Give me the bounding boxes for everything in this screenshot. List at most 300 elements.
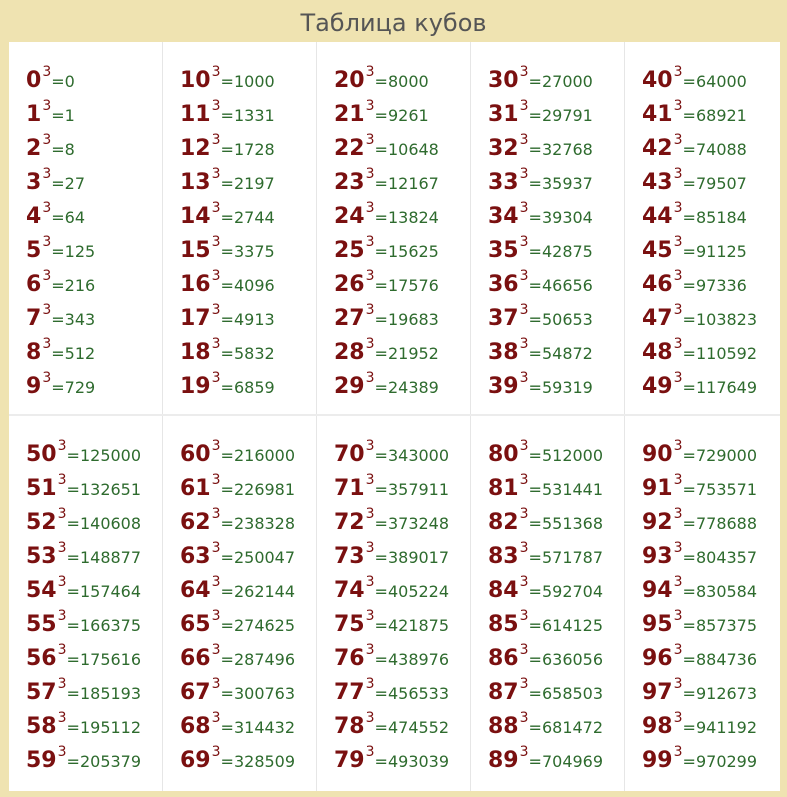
cube-entry: [26, 166, 162, 200]
cube-entry: [642, 98, 780, 132]
base-number: 33: [488, 170, 519, 195]
cube-exponent: 3: [673, 302, 683, 318]
cube-exponent: 3: [365, 302, 375, 318]
cube-exponent: 3: [57, 710, 67, 726]
cube-exponent: 3: [211, 676, 221, 692]
cube-entry: [488, 64, 624, 98]
cube-entry: [334, 608, 470, 642]
cube-result: =125000: [66, 446, 142, 465]
base-number: 48: [642, 340, 673, 365]
base-number: 92: [642, 510, 673, 535]
cube-entry: [26, 676, 162, 710]
cube-entry: [334, 710, 470, 744]
base-number: 19: [180, 374, 211, 399]
cube-entry: [180, 370, 316, 404]
cube-entry: [642, 64, 780, 98]
cube-exponent: 3: [365, 132, 375, 148]
table-column: [625, 42, 780, 414]
cube-result: =74088: [682, 140, 747, 159]
base-number: 52: [26, 510, 57, 535]
cube-result: =592704: [528, 582, 604, 601]
cube-exponent: 3: [519, 336, 529, 352]
cube-entry: [334, 200, 470, 234]
cube-result: =59319: [528, 378, 593, 397]
cube-result: =24389: [374, 378, 439, 397]
cube-entry: [642, 472, 780, 506]
cube-entry: [334, 132, 470, 166]
table-column: [471, 42, 625, 414]
cube-result: =8000: [374, 72, 429, 91]
cube-entry: [488, 336, 624, 370]
cube-exponent: 3: [211, 506, 221, 522]
base-number: 70: [334, 442, 365, 467]
base-number: 76: [334, 646, 365, 671]
cube-exponent: 3: [211, 438, 221, 454]
cube-exponent: 3: [42, 200, 52, 216]
cube-result: =50653: [528, 310, 593, 329]
cube-exponent: 3: [211, 132, 221, 148]
table-column: [163, 42, 317, 414]
cube-result: =15625: [374, 242, 439, 261]
cube-entry: [26, 336, 162, 370]
cube-result: =1728: [220, 140, 275, 159]
cube-entry: [642, 574, 780, 608]
cube-entry: [488, 642, 624, 676]
cube-result: =140608: [66, 514, 142, 533]
cube-result: =13824: [374, 208, 439, 227]
cube-exponent: 3: [519, 642, 529, 658]
base-number: 55: [26, 612, 57, 637]
base-number: 32: [488, 136, 519, 161]
cube-entry: [26, 268, 162, 302]
cube-result: =571787: [528, 548, 604, 567]
cube-exponent: 3: [519, 506, 529, 522]
base-number: 73: [334, 544, 365, 569]
base-number: 29: [334, 374, 365, 399]
cube-entry: [488, 302, 624, 336]
cube-exponent: 3: [673, 166, 683, 182]
base-number: 34: [488, 204, 519, 229]
cube-exponent: 3: [519, 268, 529, 284]
base-number: 75: [334, 612, 365, 637]
cube-entry: [334, 166, 470, 200]
cube-result: =778688: [682, 514, 758, 533]
cube-exponent: 3: [673, 234, 683, 250]
cube-exponent: 3: [57, 438, 67, 454]
cube-exponent: 3: [519, 676, 529, 692]
cube-entry: [642, 506, 780, 540]
cube-entry: [180, 268, 316, 302]
base-number: 59: [26, 748, 57, 773]
cube-result: =474552: [374, 718, 450, 737]
cube-exponent: 3: [519, 302, 529, 318]
cube-exponent: 3: [57, 642, 67, 658]
cube-exponent: 3: [365, 166, 375, 182]
cube-exponent: 3: [673, 472, 683, 488]
cube-exponent: 3: [57, 540, 67, 556]
cube-result: =103823: [682, 310, 758, 329]
cube-exponent: 3: [211, 642, 221, 658]
cube-entry: [642, 302, 780, 336]
cube-result: =6859: [220, 378, 275, 397]
base-number: 26: [334, 272, 365, 297]
cube-exponent: 3: [211, 574, 221, 590]
cube-entry: [488, 676, 624, 710]
base-number: 38: [488, 340, 519, 365]
base-number: 86: [488, 646, 519, 671]
base-number: 31: [488, 102, 519, 127]
cube-entry: [26, 506, 162, 540]
cube-entry: [334, 744, 470, 778]
cube-exponent: 3: [42, 268, 52, 284]
base-number: 3: [26, 170, 42, 195]
cube-exponent: 3: [42, 166, 52, 182]
cube-exponent: 3: [57, 472, 67, 488]
base-number: 45: [642, 238, 673, 263]
cube-result: =4913: [220, 310, 275, 329]
cube-entry: [26, 710, 162, 744]
cube-exponent: 3: [519, 64, 529, 80]
cube-entry: [334, 574, 470, 608]
cube-exponent: 3: [673, 438, 683, 454]
cube-result: =314432: [220, 718, 296, 737]
cube-result: =274625: [220, 616, 296, 635]
cube-entry: [334, 642, 470, 676]
cube-entry: [334, 676, 470, 710]
base-number: 16: [180, 272, 211, 297]
cube-result: =91125: [682, 242, 747, 261]
table-block-50-99: [9, 416, 780, 791]
cube-exponent: 3: [211, 744, 221, 760]
base-number: 85: [488, 612, 519, 637]
cube-exponent: 3: [673, 370, 683, 386]
cube-exponent: 3: [365, 506, 375, 522]
cube-entry: [180, 98, 316, 132]
cube-result: =357911: [374, 480, 450, 499]
cube-exponent: 3: [42, 64, 52, 80]
cube-entry: [642, 268, 780, 302]
cube-entry: [488, 98, 624, 132]
cube-result: =1000: [220, 72, 275, 91]
cube-result: =287496: [220, 650, 296, 669]
base-number: 56: [26, 646, 57, 671]
cube-entry: [180, 676, 316, 710]
cube-entry: [180, 642, 316, 676]
base-number: 44: [642, 204, 673, 229]
cube-exponent: 3: [673, 132, 683, 148]
cube-entry: [26, 574, 162, 608]
cube-result: =157464: [66, 582, 142, 601]
cube-exponent: 3: [673, 540, 683, 556]
cube-result: =17576: [374, 276, 439, 295]
base-number: 95: [642, 612, 673, 637]
cube-entry: [180, 64, 316, 98]
base-number: 8: [26, 340, 42, 365]
cube-result: =0: [51, 72, 75, 91]
cube-result: =704969: [528, 752, 604, 771]
cube-result: =185193: [66, 684, 142, 703]
cube-entry: [642, 608, 780, 642]
cube-exponent: 3: [365, 540, 375, 556]
cube-exponent: 3: [211, 608, 221, 624]
base-number: 79: [334, 748, 365, 773]
table-column: [317, 416, 471, 791]
cube-result: =166375: [66, 616, 142, 635]
table-column: [317, 42, 471, 414]
cube-result: =2197: [220, 174, 275, 193]
cube-entry: [642, 200, 780, 234]
base-number: 41: [642, 102, 673, 127]
cube-exponent: 3: [57, 506, 67, 522]
base-number: 61: [180, 476, 211, 501]
cube-exponent: 3: [42, 336, 52, 352]
cube-result: =2744: [220, 208, 275, 227]
cube-exponent: 3: [673, 642, 683, 658]
cube-result: =884736: [682, 650, 758, 669]
cube-result: =54872: [528, 344, 593, 363]
cube-exponent: 3: [211, 200, 221, 216]
base-number: 74: [334, 578, 365, 603]
cube-entry: [488, 540, 624, 574]
base-number: 24: [334, 204, 365, 229]
cube-exponent: 3: [365, 574, 375, 590]
cube-entry: [180, 574, 316, 608]
cube-exponent: 3: [519, 132, 529, 148]
base-number: 63: [180, 544, 211, 569]
base-number: 69: [180, 748, 211, 773]
cube-exponent: 3: [42, 234, 52, 250]
cube-entry: [180, 744, 316, 778]
cube-entry: [180, 608, 316, 642]
base-number: 36: [488, 272, 519, 297]
cube-result: =681472: [528, 718, 604, 737]
base-number: 9: [26, 374, 42, 399]
cube-exponent: 3: [365, 336, 375, 352]
cube-entry: [26, 540, 162, 574]
cube-result: =343: [51, 310, 96, 329]
cube-result: =729000: [682, 446, 758, 465]
cube-result: =941192: [682, 718, 758, 737]
table-column: [9, 416, 163, 791]
cube-result: =97336: [682, 276, 747, 295]
cube-exponent: 3: [519, 574, 529, 590]
cube-entry: [26, 234, 162, 268]
cube-result: =125: [51, 242, 96, 261]
cube-result: =373248: [374, 514, 450, 533]
cube-exponent: 3: [519, 166, 529, 182]
base-number: 37: [488, 306, 519, 331]
cube-result: =512: [51, 344, 96, 363]
base-number: 84: [488, 578, 519, 603]
cube-exponent: 3: [519, 744, 529, 760]
cube-entry: [642, 166, 780, 200]
cube-result: =21952: [374, 344, 439, 363]
cube-exponent: 3: [519, 608, 529, 624]
cube-result: =12167: [374, 174, 439, 193]
cube-result: =328509: [220, 752, 296, 771]
cube-entry: [642, 336, 780, 370]
cube-result: =4096: [220, 276, 275, 295]
cube-entry: [488, 268, 624, 302]
cube-result: =64000: [682, 72, 747, 91]
cube-exponent: 3: [365, 98, 375, 114]
cube-entry: [334, 268, 470, 302]
cube-exponent: 3: [673, 574, 683, 590]
cube-result: =117649: [682, 378, 758, 397]
cube-entry: [488, 710, 624, 744]
cube-entry: [488, 472, 624, 506]
base-number: 72: [334, 510, 365, 535]
cube-result: =912673: [682, 684, 758, 703]
cube-result: =857375: [682, 616, 758, 635]
cube-result: =27: [51, 174, 85, 193]
cube-exponent: 3: [365, 472, 375, 488]
base-number: 82: [488, 510, 519, 535]
base-number: 68: [180, 714, 211, 739]
cube-entry: [180, 540, 316, 574]
cube-exponent: 3: [365, 744, 375, 760]
cube-exponent: 3: [519, 710, 529, 726]
cube-entry: [488, 166, 624, 200]
base-number: 25: [334, 238, 365, 263]
cube-exponent: 3: [211, 166, 221, 182]
cube-exponent: 3: [211, 710, 221, 726]
cube-entry: [26, 642, 162, 676]
cube-exponent: 3: [211, 64, 221, 80]
cube-result: =195112: [66, 718, 142, 737]
cube-exponent: 3: [365, 234, 375, 250]
cube-entry: [334, 64, 470, 98]
base-number: 14: [180, 204, 211, 229]
cube-exponent: 3: [42, 98, 52, 114]
cube-entry: [488, 506, 624, 540]
cube-exponent: 3: [42, 132, 52, 148]
cube-entry: [488, 574, 624, 608]
cube-result: =68921: [682, 106, 747, 125]
cube-entry: [334, 472, 470, 506]
cube-exponent: 3: [519, 540, 529, 556]
cube-result: =9261: [374, 106, 429, 125]
base-number: 15: [180, 238, 211, 263]
cube-entry: [180, 710, 316, 744]
cubes-table: [9, 42, 780, 791]
cube-entry: [642, 744, 780, 778]
cube-entry: [180, 166, 316, 200]
cube-entry: [334, 98, 470, 132]
cube-exponent: 3: [519, 438, 529, 454]
base-number: 67: [180, 680, 211, 705]
cube-result: =300763: [220, 684, 296, 703]
cube-result: =64: [51, 208, 85, 227]
cube-result: =35937: [528, 174, 593, 193]
base-number: 90: [642, 442, 673, 467]
base-number: 5: [26, 238, 42, 263]
cube-result: =1: [51, 106, 75, 125]
table-column: [471, 416, 625, 791]
cube-entry: [334, 234, 470, 268]
cube-result: =729: [51, 378, 96, 397]
cube-result: =42875: [528, 242, 593, 261]
base-number: 54: [26, 578, 57, 603]
base-number: 49: [642, 374, 673, 399]
cube-entry: [26, 132, 162, 166]
cube-exponent: 3: [211, 540, 221, 556]
base-number: 83: [488, 544, 519, 569]
cube-exponent: 3: [519, 370, 529, 386]
cube-exponent: 3: [57, 574, 67, 590]
page-title: Таблица кубов: [300, 9, 487, 37]
base-number: 27: [334, 306, 365, 331]
cube-entry: [488, 132, 624, 166]
base-number: 71: [334, 476, 365, 501]
cube-result: =389017: [374, 548, 450, 567]
cube-exponent: 3: [673, 608, 683, 624]
cube-entry: [488, 744, 624, 778]
cube-result: =110592: [682, 344, 758, 363]
cube-exponent: 3: [365, 200, 375, 216]
cube-exponent: 3: [673, 676, 683, 692]
cube-entry: [488, 438, 624, 472]
base-number: 60: [180, 442, 211, 467]
cube-exponent: 3: [365, 268, 375, 284]
cube-result: =456533: [374, 684, 450, 703]
base-number: 93: [642, 544, 673, 569]
cube-result: =238328: [220, 514, 296, 533]
cube-exponent: 3: [211, 472, 221, 488]
cube-exponent: 3: [211, 268, 221, 284]
base-number: 30: [488, 68, 519, 93]
cube-exponent: 3: [57, 608, 67, 624]
cube-result: =216000: [220, 446, 296, 465]
cube-entry: [180, 132, 316, 166]
base-number: 39: [488, 374, 519, 399]
base-number: 91: [642, 476, 673, 501]
cube-exponent: 3: [519, 234, 529, 250]
base-number: 17: [180, 306, 211, 331]
cube-exponent: 3: [519, 200, 529, 216]
cube-exponent: 3: [673, 64, 683, 80]
base-number: 28: [334, 340, 365, 365]
base-number: 1: [26, 102, 42, 127]
cube-entry: [488, 608, 624, 642]
base-number: 51: [26, 476, 57, 501]
cube-exponent: 3: [673, 336, 683, 352]
base-number: 98: [642, 714, 673, 739]
base-number: 96: [642, 646, 673, 671]
cube-exponent: 3: [211, 370, 221, 386]
cube-result: =46656: [528, 276, 593, 295]
cube-exponent: 3: [365, 608, 375, 624]
cube-result: =614125: [528, 616, 604, 635]
cube-entry: [642, 370, 780, 404]
cube-entry: [334, 540, 470, 574]
cube-result: =830584: [682, 582, 758, 601]
base-number: 65: [180, 612, 211, 637]
cube-exponent: 3: [673, 710, 683, 726]
cube-entry: [642, 234, 780, 268]
cube-entry: [180, 472, 316, 506]
base-number: 6: [26, 272, 42, 297]
cube-entry: [26, 302, 162, 336]
base-number: 2: [26, 136, 42, 161]
cube-entry: [642, 132, 780, 166]
cube-result: =1331: [220, 106, 275, 125]
cube-exponent: 3: [42, 302, 52, 318]
table-column: [163, 416, 317, 791]
cube-exponent: 3: [57, 744, 67, 760]
cube-exponent: 3: [365, 370, 375, 386]
base-number: 62: [180, 510, 211, 535]
